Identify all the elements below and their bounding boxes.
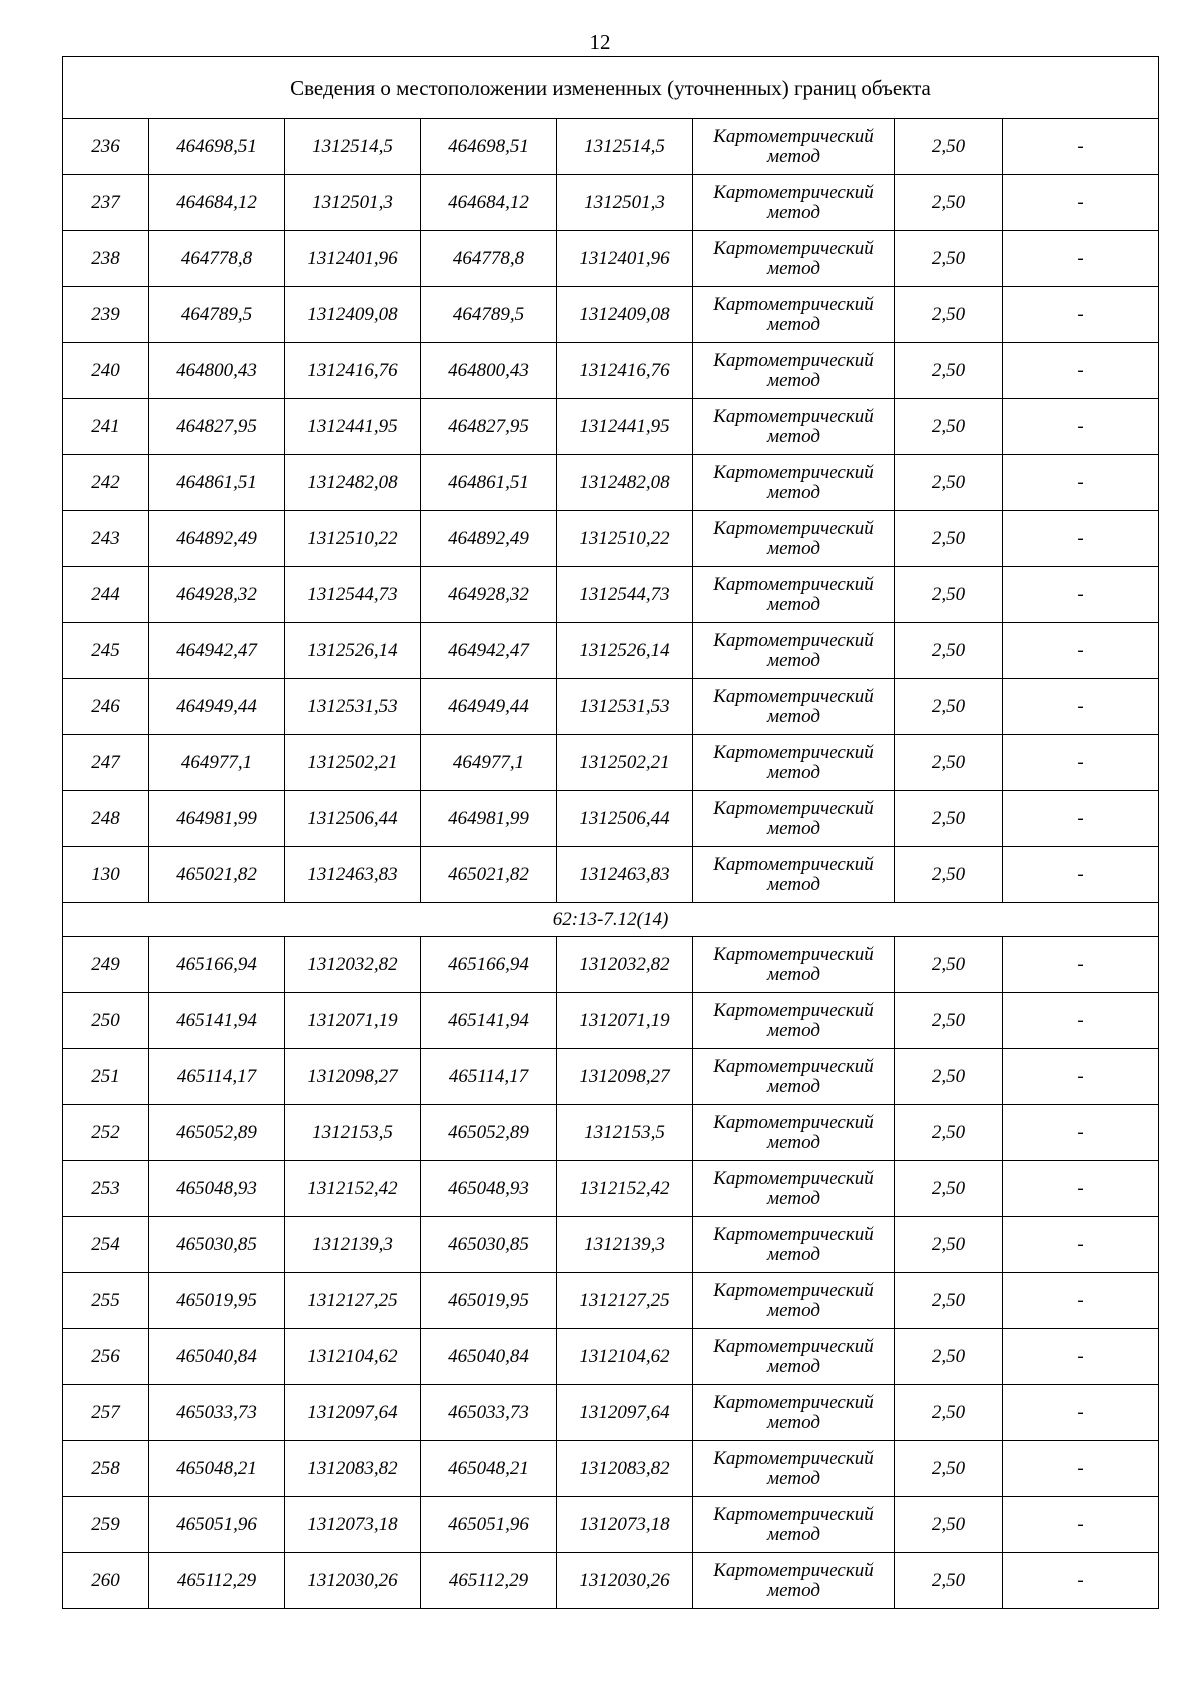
x-refined-cell: 465112,29 <box>421 1553 557 1609</box>
table-row <box>63 1497 1159 1553</box>
point-number-cell: 245 <box>63 623 149 679</box>
x-refined-cell: 464778,8 <box>421 231 557 287</box>
y-refined-cell: 1312502,21 <box>557 735 693 791</box>
x-existing-cell: 464981,99 <box>149 791 285 847</box>
method-cell <box>693 231 895 287</box>
y-refined-cell: 1312416,76 <box>557 343 693 399</box>
accuracy-cell: 2,50 <box>895 847 1003 903</box>
x-existing-cell: 464789,5 <box>149 287 285 343</box>
description-cell: - <box>1003 119 1159 175</box>
y-existing-cell: 1312463,83 <box>285 847 421 903</box>
method-line-2: метод <box>767 369 820 391</box>
table-row <box>63 1161 1159 1217</box>
y-refined-cell: 1312409,08 <box>557 287 693 343</box>
accuracy-cell: 2,50 <box>895 1217 1003 1273</box>
method-line-2: метод <box>767 873 820 895</box>
method-cell <box>693 119 895 175</box>
method-line-2: метод <box>767 537 820 559</box>
section-row <box>63 903 1159 937</box>
method-cell <box>693 1553 895 1609</box>
accuracy-cell: 2,50 <box>895 1385 1003 1441</box>
description-cell: - <box>1003 1049 1159 1105</box>
accuracy-cell: 2,50 <box>895 1329 1003 1385</box>
y-refined-cell: 1312501,3 <box>557 175 693 231</box>
x-existing-cell: 465051,96 <box>149 1497 285 1553</box>
description-cell: - <box>1003 175 1159 231</box>
method-cell <box>693 1161 895 1217</box>
y-refined-cell: 1312482,08 <box>557 455 693 511</box>
y-existing-cell: 1312401,96 <box>285 231 421 287</box>
y-existing-cell: 1312514,5 <box>285 119 421 175</box>
description-cell: - <box>1003 847 1159 903</box>
method-line-1: Картометрический <box>713 1391 874 1413</box>
method-cell <box>693 623 895 679</box>
description-cell: - <box>1003 343 1159 399</box>
x-refined-cell: 465030,85 <box>421 1217 557 1273</box>
point-number-cell: 257 <box>63 1385 149 1441</box>
description-cell: - <box>1003 399 1159 455</box>
method-line-1: Картометрический <box>713 685 874 707</box>
method-cell <box>693 175 895 231</box>
method-line-2: метод <box>767 481 820 503</box>
table-row <box>63 1553 1159 1609</box>
x-existing-cell: 464942,47 <box>149 623 285 679</box>
accuracy-cell: 2,50 <box>895 1441 1003 1497</box>
table-row <box>63 343 1159 399</box>
x-refined-cell: 464928,32 <box>421 567 557 623</box>
method-line-2: метод <box>767 145 820 167</box>
method-line-2: метод <box>767 1075 820 1097</box>
description-cell: - <box>1003 1385 1159 1441</box>
table-row <box>63 119 1159 175</box>
point-number-cell: 238 <box>63 231 149 287</box>
x-refined-cell: 465114,17 <box>421 1049 557 1105</box>
point-number-cell: 243 <box>63 511 149 567</box>
boundary-coordinates-table <box>62 56 1159 1609</box>
y-refined-cell: 1312030,26 <box>557 1553 693 1609</box>
method-line-1: Картометрический <box>713 573 874 595</box>
accuracy-cell: 2,50 <box>895 679 1003 735</box>
x-existing-cell: 464698,51 <box>149 119 285 175</box>
y-existing-cell: 1312152,42 <box>285 1161 421 1217</box>
accuracy-cell: 2,50 <box>895 791 1003 847</box>
description-cell: - <box>1003 1329 1159 1385</box>
y-refined-cell: 1312127,25 <box>557 1273 693 1329</box>
method-cell <box>693 937 895 993</box>
point-number-cell: 259 <box>63 1497 149 1553</box>
method-line-2: метод <box>767 705 820 727</box>
point-number-cell: 250 <box>63 993 149 1049</box>
accuracy-cell: 2,50 <box>895 1161 1003 1217</box>
y-existing-cell: 1312510,22 <box>285 511 421 567</box>
table-row <box>63 791 1159 847</box>
description-cell: - <box>1003 231 1159 287</box>
table-row <box>63 287 1159 343</box>
x-refined-cell: 465021,82 <box>421 847 557 903</box>
method-line-1: Картометрический <box>713 517 874 539</box>
x-refined-cell: 464892,49 <box>421 511 557 567</box>
description-cell: - <box>1003 1441 1159 1497</box>
y-refined-cell: 1312073,18 <box>557 1497 693 1553</box>
table-row <box>63 623 1159 679</box>
method-cell <box>693 567 895 623</box>
method-line-1: Картометрический <box>713 629 874 651</box>
method-line-2: метод <box>767 963 820 985</box>
method-cell <box>693 1441 895 1497</box>
y-refined-cell: 1312032,82 <box>557 937 693 993</box>
method-cell <box>693 287 895 343</box>
x-refined-cell: 464949,44 <box>421 679 557 735</box>
accuracy-cell: 2,50 <box>895 1273 1003 1329</box>
description-cell: - <box>1003 937 1159 993</box>
accuracy-cell: 2,50 <box>895 1553 1003 1609</box>
y-existing-cell: 1312416,76 <box>285 343 421 399</box>
method-line-2: метод <box>767 1299 820 1321</box>
y-refined-cell: 1312153,5 <box>557 1105 693 1161</box>
section-label: 62:13-7.12(14) <box>63 903 1159 937</box>
description-cell: - <box>1003 1497 1159 1553</box>
description-cell: - <box>1003 1273 1159 1329</box>
method-line-2: метод <box>767 761 820 783</box>
table-row <box>63 937 1159 993</box>
x-existing-cell: 464684,12 <box>149 175 285 231</box>
table-title: Сведения о местоположении измененных (уточненных) границ объекта <box>63 57 1159 119</box>
x-refined-cell: 464800,43 <box>421 343 557 399</box>
method-line-2: метод <box>767 257 820 279</box>
x-refined-cell: 465033,73 <box>421 1385 557 1441</box>
method-line-2: метод <box>767 649 820 671</box>
accuracy-cell: 2,50 <box>895 231 1003 287</box>
method-line-1: Картометрический <box>713 999 874 1021</box>
y-refined-cell: 1312463,83 <box>557 847 693 903</box>
method-line-2: метод <box>767 1131 820 1153</box>
point-number-cell: 236 <box>63 119 149 175</box>
y-existing-cell: 1312506,44 <box>285 791 421 847</box>
accuracy-cell: 2,50 <box>895 1497 1003 1553</box>
x-refined-cell: 465141,94 <box>421 993 557 1049</box>
description-cell: - <box>1003 287 1159 343</box>
table-row <box>63 1049 1159 1105</box>
accuracy-cell: 2,50 <box>895 1049 1003 1105</box>
x-refined-cell: 464942,47 <box>421 623 557 679</box>
method-cell <box>693 735 895 791</box>
method-line-2: метод <box>767 201 820 223</box>
table-row <box>63 1329 1159 1385</box>
table-row <box>63 847 1159 903</box>
method-line-2: метод <box>767 817 820 839</box>
point-number-cell: 244 <box>63 567 149 623</box>
x-existing-cell: 465021,82 <box>149 847 285 903</box>
point-number-cell: 239 <box>63 287 149 343</box>
x-existing-cell: 464977,1 <box>149 735 285 791</box>
point-number-cell: 248 <box>63 791 149 847</box>
method-line-2: метод <box>767 1579 820 1601</box>
x-existing-cell: 465166,94 <box>149 937 285 993</box>
accuracy-cell: 2,50 <box>895 343 1003 399</box>
y-refined-cell: 1312506,44 <box>557 791 693 847</box>
x-existing-cell: 464892,49 <box>149 511 285 567</box>
method-line-1: Картометрический <box>713 741 874 763</box>
point-number-cell: 237 <box>63 175 149 231</box>
table-row <box>63 231 1159 287</box>
y-existing-cell: 1312153,5 <box>285 1105 421 1161</box>
x-existing-cell: 465048,21 <box>149 1441 285 1497</box>
method-cell <box>693 679 895 735</box>
page-number: 12 <box>589 30 611 54</box>
accuracy-cell: 2,50 <box>895 1105 1003 1161</box>
description-cell: - <box>1003 1161 1159 1217</box>
table-row <box>63 1217 1159 1273</box>
y-existing-cell: 1312073,18 <box>285 1497 421 1553</box>
method-line-1: Картометрический <box>713 1279 874 1301</box>
method-line-1: Картометрический <box>713 1559 874 1581</box>
accuracy-cell: 2,50 <box>895 175 1003 231</box>
method-cell <box>693 791 895 847</box>
description-cell: - <box>1003 735 1159 791</box>
point-number-cell: 130 <box>63 847 149 903</box>
y-refined-cell: 1312401,96 <box>557 231 693 287</box>
x-refined-cell: 465048,21 <box>421 1441 557 1497</box>
x-refined-cell: 464977,1 <box>421 735 557 791</box>
method-cell <box>693 455 895 511</box>
x-existing-cell: 465040,84 <box>149 1329 285 1385</box>
y-refined-cell: 1312104,62 <box>557 1329 693 1385</box>
x-existing-cell: 465030,85 <box>149 1217 285 1273</box>
description-cell: - <box>1003 791 1159 847</box>
point-number-cell: 256 <box>63 1329 149 1385</box>
accuracy-cell: 2,50 <box>895 567 1003 623</box>
y-existing-cell: 1312097,64 <box>285 1385 421 1441</box>
y-existing-cell: 1312441,95 <box>285 399 421 455</box>
y-existing-cell: 1312071,19 <box>285 993 421 1049</box>
y-refined-cell: 1312139,3 <box>557 1217 693 1273</box>
y-existing-cell: 1312544,73 <box>285 567 421 623</box>
description-cell: - <box>1003 1553 1159 1609</box>
method-cell <box>693 1385 895 1441</box>
y-existing-cell: 1312127,25 <box>285 1273 421 1329</box>
method-line-2: метод <box>767 593 820 615</box>
accuracy-cell: 2,50 <box>895 511 1003 567</box>
point-number-cell: 241 <box>63 399 149 455</box>
x-existing-cell: 465114,17 <box>149 1049 285 1105</box>
method-line-1: Картометрический <box>713 797 874 819</box>
description-cell: - <box>1003 1105 1159 1161</box>
y-existing-cell: 1312030,26 <box>285 1553 421 1609</box>
accuracy-cell: 2,50 <box>895 119 1003 175</box>
y-existing-cell: 1312501,3 <box>285 175 421 231</box>
y-refined-cell: 1312083,82 <box>557 1441 693 1497</box>
method-line-1: Картометрический <box>713 1111 874 1133</box>
x-existing-cell: 464928,32 <box>149 567 285 623</box>
method-line-2: метод <box>767 1187 820 1209</box>
method-cell <box>693 993 895 1049</box>
x-existing-cell: 464827,95 <box>149 399 285 455</box>
x-existing-cell: 464800,43 <box>149 343 285 399</box>
method-line-1: Картометрический <box>713 349 874 371</box>
x-refined-cell: 464698,51 <box>421 119 557 175</box>
accuracy-cell: 2,50 <box>895 735 1003 791</box>
table-row <box>63 1273 1159 1329</box>
point-number-cell: 258 <box>63 1441 149 1497</box>
x-refined-cell: 465052,89 <box>421 1105 557 1161</box>
method-line-1: Картометрический <box>713 237 874 259</box>
method-line-2: метод <box>767 1243 820 1265</box>
description-cell: - <box>1003 623 1159 679</box>
method-line-1: Картометрический <box>713 943 874 965</box>
method-cell <box>693 511 895 567</box>
x-refined-cell: 464861,51 <box>421 455 557 511</box>
method-cell <box>693 1497 895 1553</box>
y-existing-cell: 1312409,08 <box>285 287 421 343</box>
x-refined-cell: 465166,94 <box>421 937 557 993</box>
method-cell <box>693 1105 895 1161</box>
y-refined-cell: 1312544,73 <box>557 567 693 623</box>
method-line-2: метод <box>767 313 820 335</box>
x-refined-cell: 465019,95 <box>421 1273 557 1329</box>
point-number-cell: 253 <box>63 1161 149 1217</box>
x-existing-cell: 465033,73 <box>149 1385 285 1441</box>
table-row <box>63 1105 1159 1161</box>
x-existing-cell: 465052,89 <box>149 1105 285 1161</box>
method-line-1: Картометрический <box>713 1447 874 1469</box>
table-row <box>63 175 1159 231</box>
accuracy-cell: 2,50 <box>895 937 1003 993</box>
y-existing-cell: 1312482,08 <box>285 455 421 511</box>
table-row <box>63 567 1159 623</box>
y-existing-cell: 1312531,53 <box>285 679 421 735</box>
method-line-1: Картометрический <box>713 1335 874 1357</box>
y-existing-cell: 1312032,82 <box>285 937 421 993</box>
table-title-row <box>63 57 1159 119</box>
point-number-cell: 249 <box>63 937 149 993</box>
table-row <box>63 511 1159 567</box>
point-number-cell: 252 <box>63 1105 149 1161</box>
description-cell: - <box>1003 511 1159 567</box>
point-number-cell: 247 <box>63 735 149 791</box>
y-refined-cell: 1312441,95 <box>557 399 693 455</box>
y-refined-cell: 1312071,19 <box>557 993 693 1049</box>
y-existing-cell: 1312083,82 <box>285 1441 421 1497</box>
point-number-cell: 255 <box>63 1273 149 1329</box>
table-row <box>63 1385 1159 1441</box>
y-refined-cell: 1312152,42 <box>557 1161 693 1217</box>
y-existing-cell: 1312139,3 <box>285 1217 421 1273</box>
method-line-2: метод <box>767 1523 820 1545</box>
method-cell <box>693 1273 895 1329</box>
table-row <box>63 399 1159 455</box>
x-refined-cell: 464827,95 <box>421 399 557 455</box>
method-line-1: Картометрический <box>713 405 874 427</box>
method-line-1: Картометрический <box>713 125 874 147</box>
x-refined-cell: 464789,5 <box>421 287 557 343</box>
y-refined-cell: 1312531,53 <box>557 679 693 735</box>
x-refined-cell: 465051,96 <box>421 1497 557 1553</box>
description-cell: - <box>1003 993 1159 1049</box>
point-number-cell: 260 <box>63 1553 149 1609</box>
table-row <box>63 735 1159 791</box>
description-cell: - <box>1003 1217 1159 1273</box>
y-refined-cell: 1312097,64 <box>557 1385 693 1441</box>
method-line-2: метод <box>767 1355 820 1377</box>
accuracy-cell: 2,50 <box>895 399 1003 455</box>
method-line-1: Картометрический <box>713 1223 874 1245</box>
description-cell: - <box>1003 679 1159 735</box>
description-cell: - <box>1003 567 1159 623</box>
method-line-1: Картометрический <box>713 293 874 315</box>
x-existing-cell: 464861,51 <box>149 455 285 511</box>
method-cell <box>693 343 895 399</box>
x-existing-cell: 465112,29 <box>149 1553 285 1609</box>
x-existing-cell: 464949,44 <box>149 679 285 735</box>
accuracy-cell: 2,50 <box>895 623 1003 679</box>
table-row <box>63 455 1159 511</box>
description-cell: - <box>1003 455 1159 511</box>
method-cell <box>693 399 895 455</box>
method-line-1: Картометрический <box>713 1503 874 1525</box>
method-line-1: Картометрический <box>713 181 874 203</box>
x-refined-cell: 464981,99 <box>421 791 557 847</box>
point-number-cell: 246 <box>63 679 149 735</box>
method-cell <box>693 1329 895 1385</box>
method-line-2: метод <box>767 425 820 447</box>
x-existing-cell: 465141,94 <box>149 993 285 1049</box>
y-existing-cell: 1312104,62 <box>285 1329 421 1385</box>
table-row <box>63 993 1159 1049</box>
method-line-1: Картометрический <box>713 1055 874 1077</box>
y-existing-cell: 1312526,14 <box>285 623 421 679</box>
accuracy-cell: 2,50 <box>895 993 1003 1049</box>
y-refined-cell: 1312526,14 <box>557 623 693 679</box>
method-line-2: метод <box>767 1019 820 1041</box>
accuracy-cell: 2,50 <box>895 287 1003 343</box>
point-number-cell: 254 <box>63 1217 149 1273</box>
point-number-cell: 242 <box>63 455 149 511</box>
x-refined-cell: 465040,84 <box>421 1329 557 1385</box>
method-line-1: Картометрический <box>713 461 874 483</box>
y-existing-cell: 1312502,21 <box>285 735 421 791</box>
x-existing-cell: 464778,8 <box>149 231 285 287</box>
method-line-1: Картометрический <box>713 1167 874 1189</box>
method-line-2: метод <box>767 1467 820 1489</box>
y-existing-cell: 1312098,27 <box>285 1049 421 1105</box>
table-row <box>63 679 1159 735</box>
method-line-2: метод <box>767 1411 820 1433</box>
method-line-1: Картометрический <box>713 853 874 875</box>
x-refined-cell: 464684,12 <box>421 175 557 231</box>
x-refined-cell: 465048,93 <box>421 1161 557 1217</box>
x-existing-cell: 465019,95 <box>149 1273 285 1329</box>
method-cell <box>693 1049 895 1105</box>
y-refined-cell: 1312098,27 <box>557 1049 693 1105</box>
method-cell <box>693 1217 895 1273</box>
point-number-cell: 251 <box>63 1049 149 1105</box>
x-existing-cell: 465048,93 <box>149 1161 285 1217</box>
accuracy-cell: 2,50 <box>895 455 1003 511</box>
y-refined-cell: 1312510,22 <box>557 511 693 567</box>
point-number-cell: 240 <box>63 343 149 399</box>
method-cell <box>693 847 895 903</box>
table-row <box>63 1441 1159 1497</box>
y-refined-cell: 1312514,5 <box>557 119 693 175</box>
